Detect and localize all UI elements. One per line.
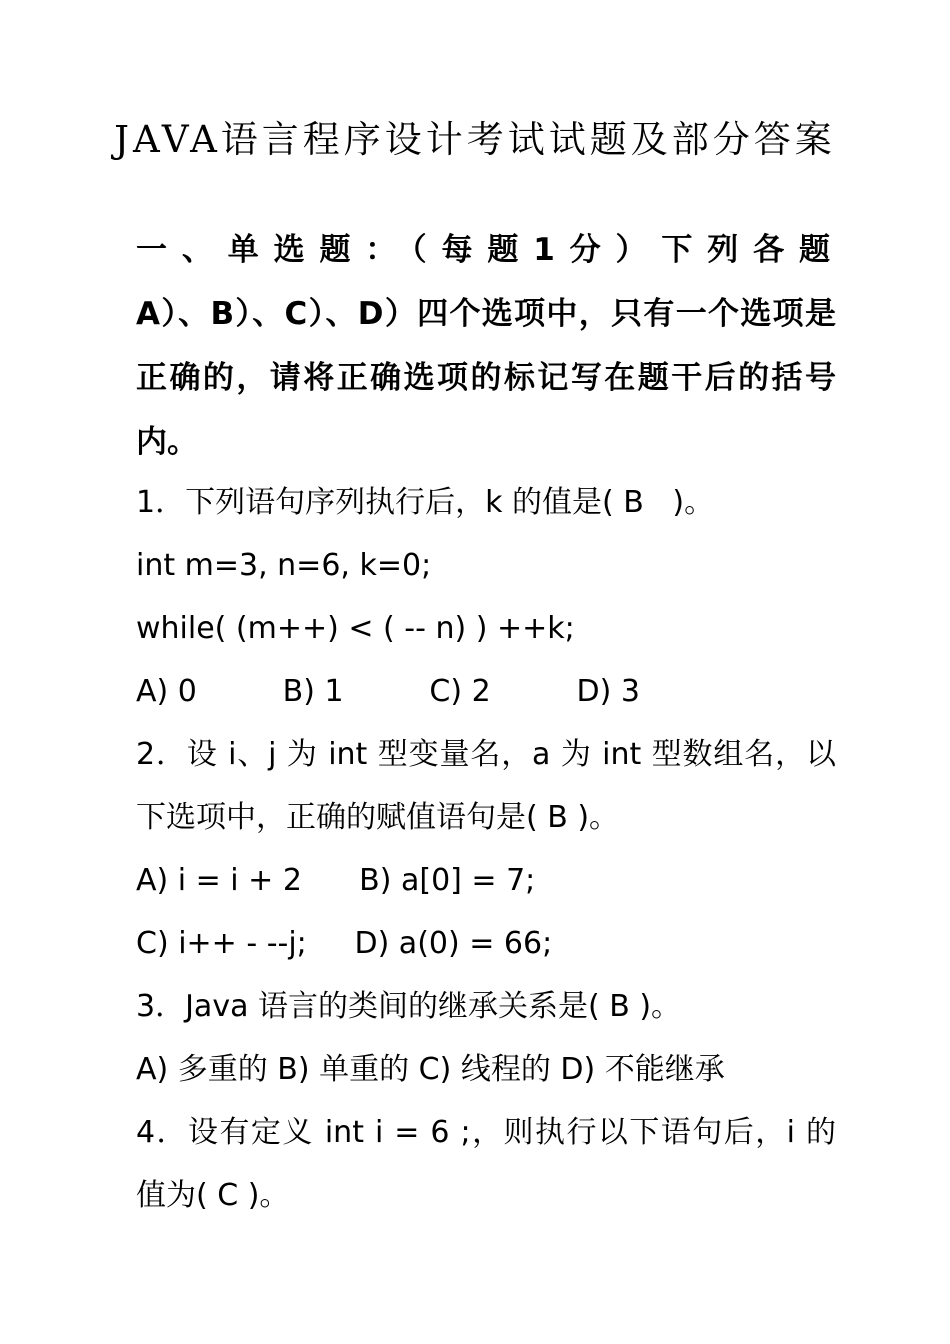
question-2-options-line-2: C) i++ - --j; D) a(0) = 66;	[136, 926, 553, 961]
document-title: JAVA语言程序设计考试试题及部分答案	[114, 118, 836, 161]
question-4-stem-line-1: 4．设有定义 int i = 6 ;，则执行以下语句后，i 的	[136, 1115, 836, 1150]
question-2-options-line-1: A) i = i + 2 B) a[0] = 7;	[136, 863, 536, 898]
question-3-options: A) 多重的 B) 单重的 C) 线程的 D) 不能继承	[136, 1052, 725, 1087]
question-3-stem: 3．Java 语言的类间的继承关系是( B )。	[136, 989, 682, 1024]
section-heading	[136, 218, 836, 474]
question-1-code-line-1: int m=3, n=6, k=0;	[136, 548, 432, 583]
section-heading-rest: A）、B）、C）、D）四个选项中，只有一个选项是正确的，请将正确选项的标记写在题干后的括号内。	[136, 296, 836, 460]
section-heading-line-1: 一、单选题：（每题1分）下列各题	[136, 232, 836, 268]
question-1-stem: 1．下列语句序列执行后，k 的值是( B )。	[136, 485, 715, 520]
question-1-options: A) 0 B) 1 C) 2 D) 3	[136, 674, 640, 709]
question-1-code-line-2: while( (m++) < ( -- n) ) ++k;	[136, 611, 575, 646]
question-2-stem-line-2: 下选项中，正确的赋值语句是( B )。	[136, 800, 620, 835]
question-4-stem-line-2: 值为( C )。	[136, 1178, 290, 1213]
question-2-stem-line-1: 2．设 i、j 为 int 型变量名，a 为 int 型数组名，以	[136, 737, 836, 772]
